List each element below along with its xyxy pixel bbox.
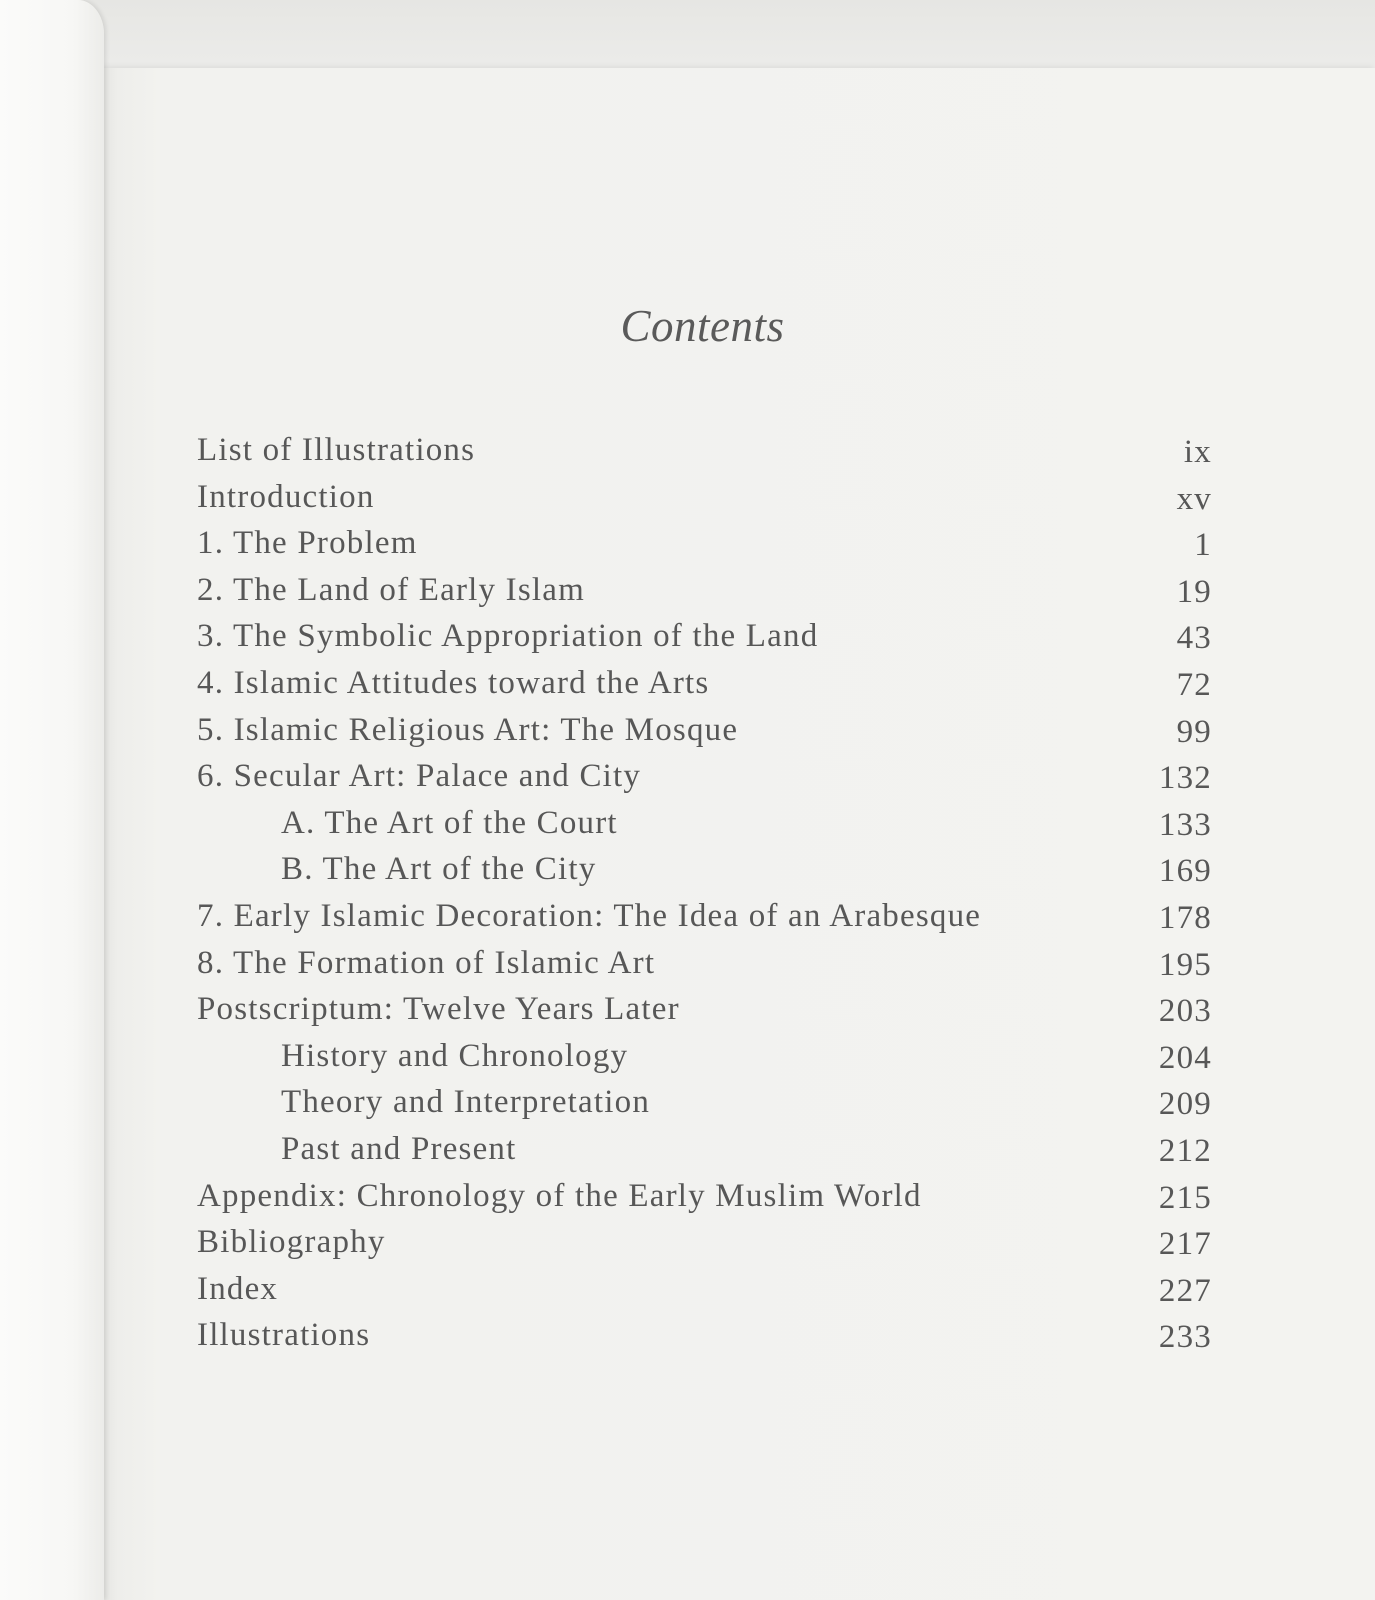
- toc-entry: [197, 1313, 1212, 1360]
- toc-page-number: 169: [1158, 853, 1212, 890]
- toc-entry: [197, 521, 1212, 568]
- toc-entry: [197, 987, 1212, 1034]
- facing-page-edge: [0, 0, 104, 1600]
- toc-entry: [197, 568, 1212, 615]
- toc-entry: [197, 475, 1212, 522]
- toc-page-number: 203: [1158, 993, 1212, 1030]
- toc-entry-label: History and Chronology: [281, 1037, 629, 1074]
- toc-entry-label: 8. The Formation of Islamic Art: [197, 944, 656, 981]
- toc-page-number: 178: [1158, 899, 1212, 936]
- background-strip: [0, 0, 1375, 72]
- toc-page-number: 233: [1158, 1319, 1212, 1356]
- toc-entry-label: Appendix: Chronology of the Early Muslim World: [197, 1177, 922, 1214]
- toc-entry-label: Bibliography: [197, 1224, 386, 1261]
- toc-page-number: 1: [1194, 527, 1212, 564]
- toc-entry-label: Theory and Interpretation: [281, 1084, 651, 1121]
- toc-page-number: 99: [1176, 713, 1212, 750]
- toc-entry-label: 4. Islamic Attitudes toward the Arts: [197, 664, 710, 701]
- toc-entry-label: Introduction: [197, 478, 375, 515]
- toc-subentry: [197, 1080, 1212, 1127]
- toc-page-number: 227: [1158, 1272, 1212, 1309]
- toc-entry: [197, 428, 1212, 475]
- toc-page-number: ix: [1183, 434, 1212, 470]
- toc-page-number: 195: [1158, 946, 1212, 983]
- toc-entry-label: List of Illustrations: [197, 432, 476, 468]
- toc-entry-label: 2. The Land of Early Islam: [197, 571, 585, 608]
- toc-entry: [197, 941, 1212, 988]
- toc-page-number: 215: [1158, 1179, 1212, 1216]
- toc-entry-label: 7. Early Islamic Decoration: The Idea of an Arabesque: [197, 897, 982, 934]
- toc-entry-label: 3. The Symbolic Appropriation of the Land: [197, 618, 819, 655]
- toc-entry: [197, 661, 1212, 708]
- toc-entry: [197, 894, 1212, 941]
- toc-page-number: 204: [1158, 1039, 1212, 1076]
- table-of-contents: [197, 428, 1212, 1360]
- toc-entry-label: Illustrations: [197, 1317, 371, 1354]
- toc-page-number: 209: [1158, 1086, 1212, 1123]
- toc-subentry: [197, 847, 1212, 894]
- toc-page-number: 217: [1158, 1226, 1212, 1263]
- page-title: Contents: [620, 301, 785, 351]
- toc-entry-label: Index: [197, 1270, 279, 1307]
- toc-entry-label: B. The Art of the City: [281, 851, 597, 888]
- toc-entry: [197, 1174, 1212, 1221]
- toc-entry-label: A. The Art of the Court: [281, 804, 618, 841]
- toc-page-number: 132: [1158, 760, 1212, 797]
- toc-entry: [197, 754, 1212, 801]
- toc-entry-label: 6. Secular Art: Palace and City: [197, 758, 642, 795]
- toc-entry-label: Postscriptum: Twelve Years Later: [197, 991, 680, 1028]
- toc-entry: [197, 1220, 1212, 1267]
- toc-page-number: 43: [1176, 620, 1212, 657]
- toc-page-number: 212: [1158, 1132, 1212, 1169]
- toc-entry: [197, 614, 1212, 661]
- toc-page-number: 19: [1176, 573, 1212, 610]
- toc-entry: [197, 708, 1212, 755]
- toc-subentry: [197, 1127, 1212, 1174]
- toc-entry: [197, 1267, 1212, 1314]
- toc-entry-label: 1. The Problem: [197, 525, 418, 562]
- toc-page-number: xv: [1176, 480, 1212, 517]
- toc-subentry: [197, 1034, 1212, 1081]
- toc-page-number: 72: [1176, 666, 1212, 703]
- toc-entry-label: 5. Islamic Religious Art: The Mosque: [197, 711, 739, 748]
- toc-entry-label: Past and Present: [281, 1130, 517, 1167]
- toc-page-number: 133: [1158, 806, 1212, 843]
- toc-subentry: [197, 801, 1212, 848]
